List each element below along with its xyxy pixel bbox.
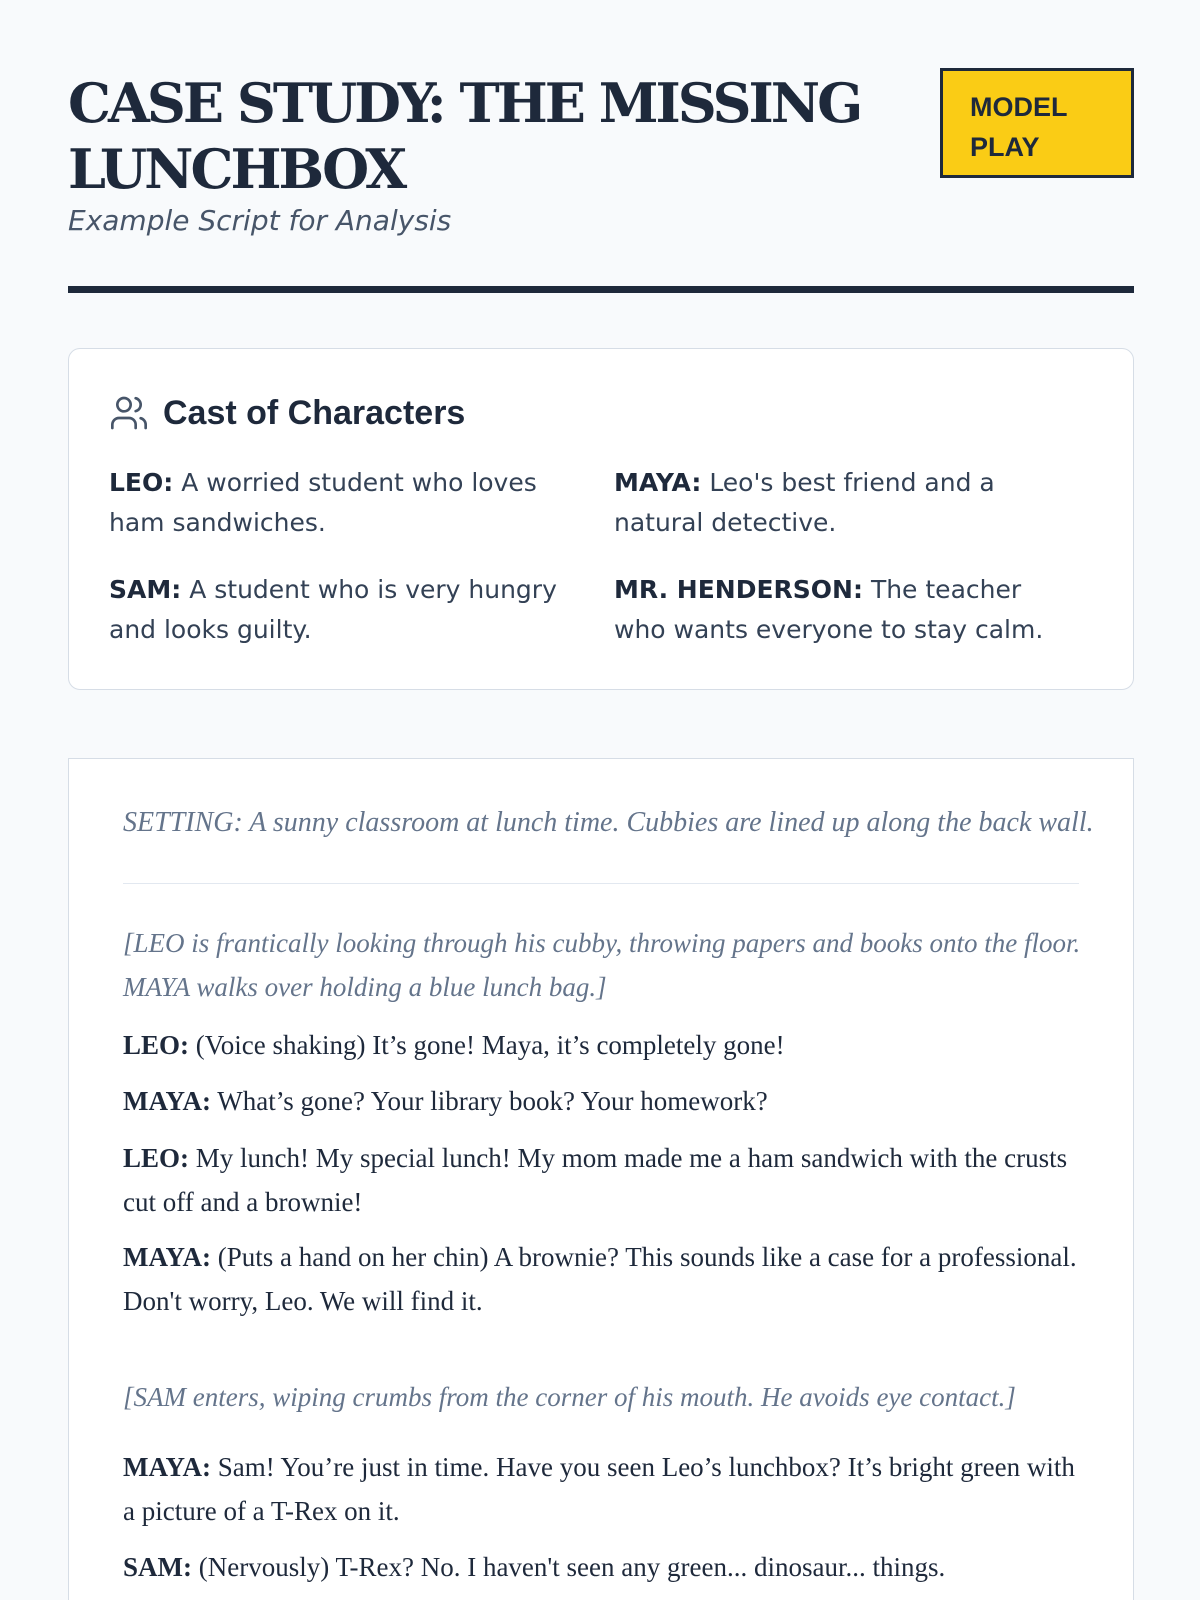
cast-title: Cast of Characters [163, 393, 466, 432]
character-name: LEO: [109, 468, 174, 497]
character-entry [109, 570, 569, 650]
character-description: A worried student who loves ham sandwiches. [109, 468, 537, 537]
dialogue-line [123, 1445, 1083, 1533]
character-name: SAM: [109, 575, 182, 604]
speaker-name: SAM: [123, 1552, 192, 1582]
speaker-name: MAYA: [123, 1242, 212, 1272]
dialogue-text: (Puts a hand on her chin) A brownie? This sounds like a case for a professional. Don't worry, Leo. We will find it. [123, 1242, 1077, 1316]
character-description: A student who is very hungry and looks guilty. [109, 575, 557, 644]
character-entry [614, 463, 1074, 543]
cast-heading [109, 393, 465, 433]
character-name: MR. HENDERSON: [614, 575, 863, 604]
dialogue-line [123, 1235, 1083, 1323]
script-card [68, 758, 1134, 1600]
header-divider [68, 286, 1134, 293]
character-description: Leo's best friend and a natural detective. [614, 468, 995, 537]
dialogue-line [123, 1545, 1083, 1589]
speaker-name: LEO: [123, 1030, 190, 1060]
dialogue-text: Sam! You’re just in time. Have you seen Leo’s lunchbox? It’s bright green with a picture of a T-Rex on it. [123, 1452, 1075, 1526]
users-icon [109, 393, 149, 433]
stage-direction: [LEO is frantically looking through his cubby, throwing papers and books onto the floor. MAYA walks over holding a blue lunch bag.] [123, 928, 1081, 1002]
dialogue-text: (Voice shaking) It’s gone! Maya, it’s completely gone! [195, 1030, 785, 1060]
character-name: MAYA: [614, 468, 702, 497]
setting-text: SETTING: A sunny classroom at lunch time. Cubbies are lined up along the back wall. [123, 807, 1094, 838]
model-play-badge: MODEL PLAY [940, 68, 1134, 178]
page-title: CASE STUDY: THE MISSING LUNCHBOX [68, 71, 861, 201]
page-subtitle: Example Script for Analysis [68, 204, 452, 237]
speaker-name: MAYA: [123, 1086, 212, 1116]
speaker-name: MAYA: [123, 1452, 212, 1482]
character-entry [614, 570, 1074, 650]
speaker-name: LEO: [123, 1143, 190, 1173]
dialogue-text: (Nervously) T-Rex? No. I haven't seen any green... dinosaur... things. [198, 1552, 946, 1582]
header [68, 0, 1134, 294]
dialogue-text: My lunch! My special lunch! My mom made me a ham sandwich with the crusts cut off and a brownie! [123, 1143, 1068, 1217]
dialogue-text: What’s gone? Your library book? Your homework? [217, 1086, 768, 1116]
character-entry [109, 463, 569, 543]
dialogue-line [123, 1136, 1083, 1224]
dialogue-line [123, 1023, 1083, 1067]
stage-direction: [SAM enters, wiping crumbs from the corner of his mouth. He avoids eye contact.] [123, 1382, 1016, 1412]
character-description: The teacher who wants everyone to stay calm. [614, 575, 1044, 644]
dialogue-line [123, 1079, 1083, 1123]
page [68, 0, 1134, 1582]
setting-divider [123, 883, 1079, 884]
cast-of-characters-card [68, 348, 1134, 690]
